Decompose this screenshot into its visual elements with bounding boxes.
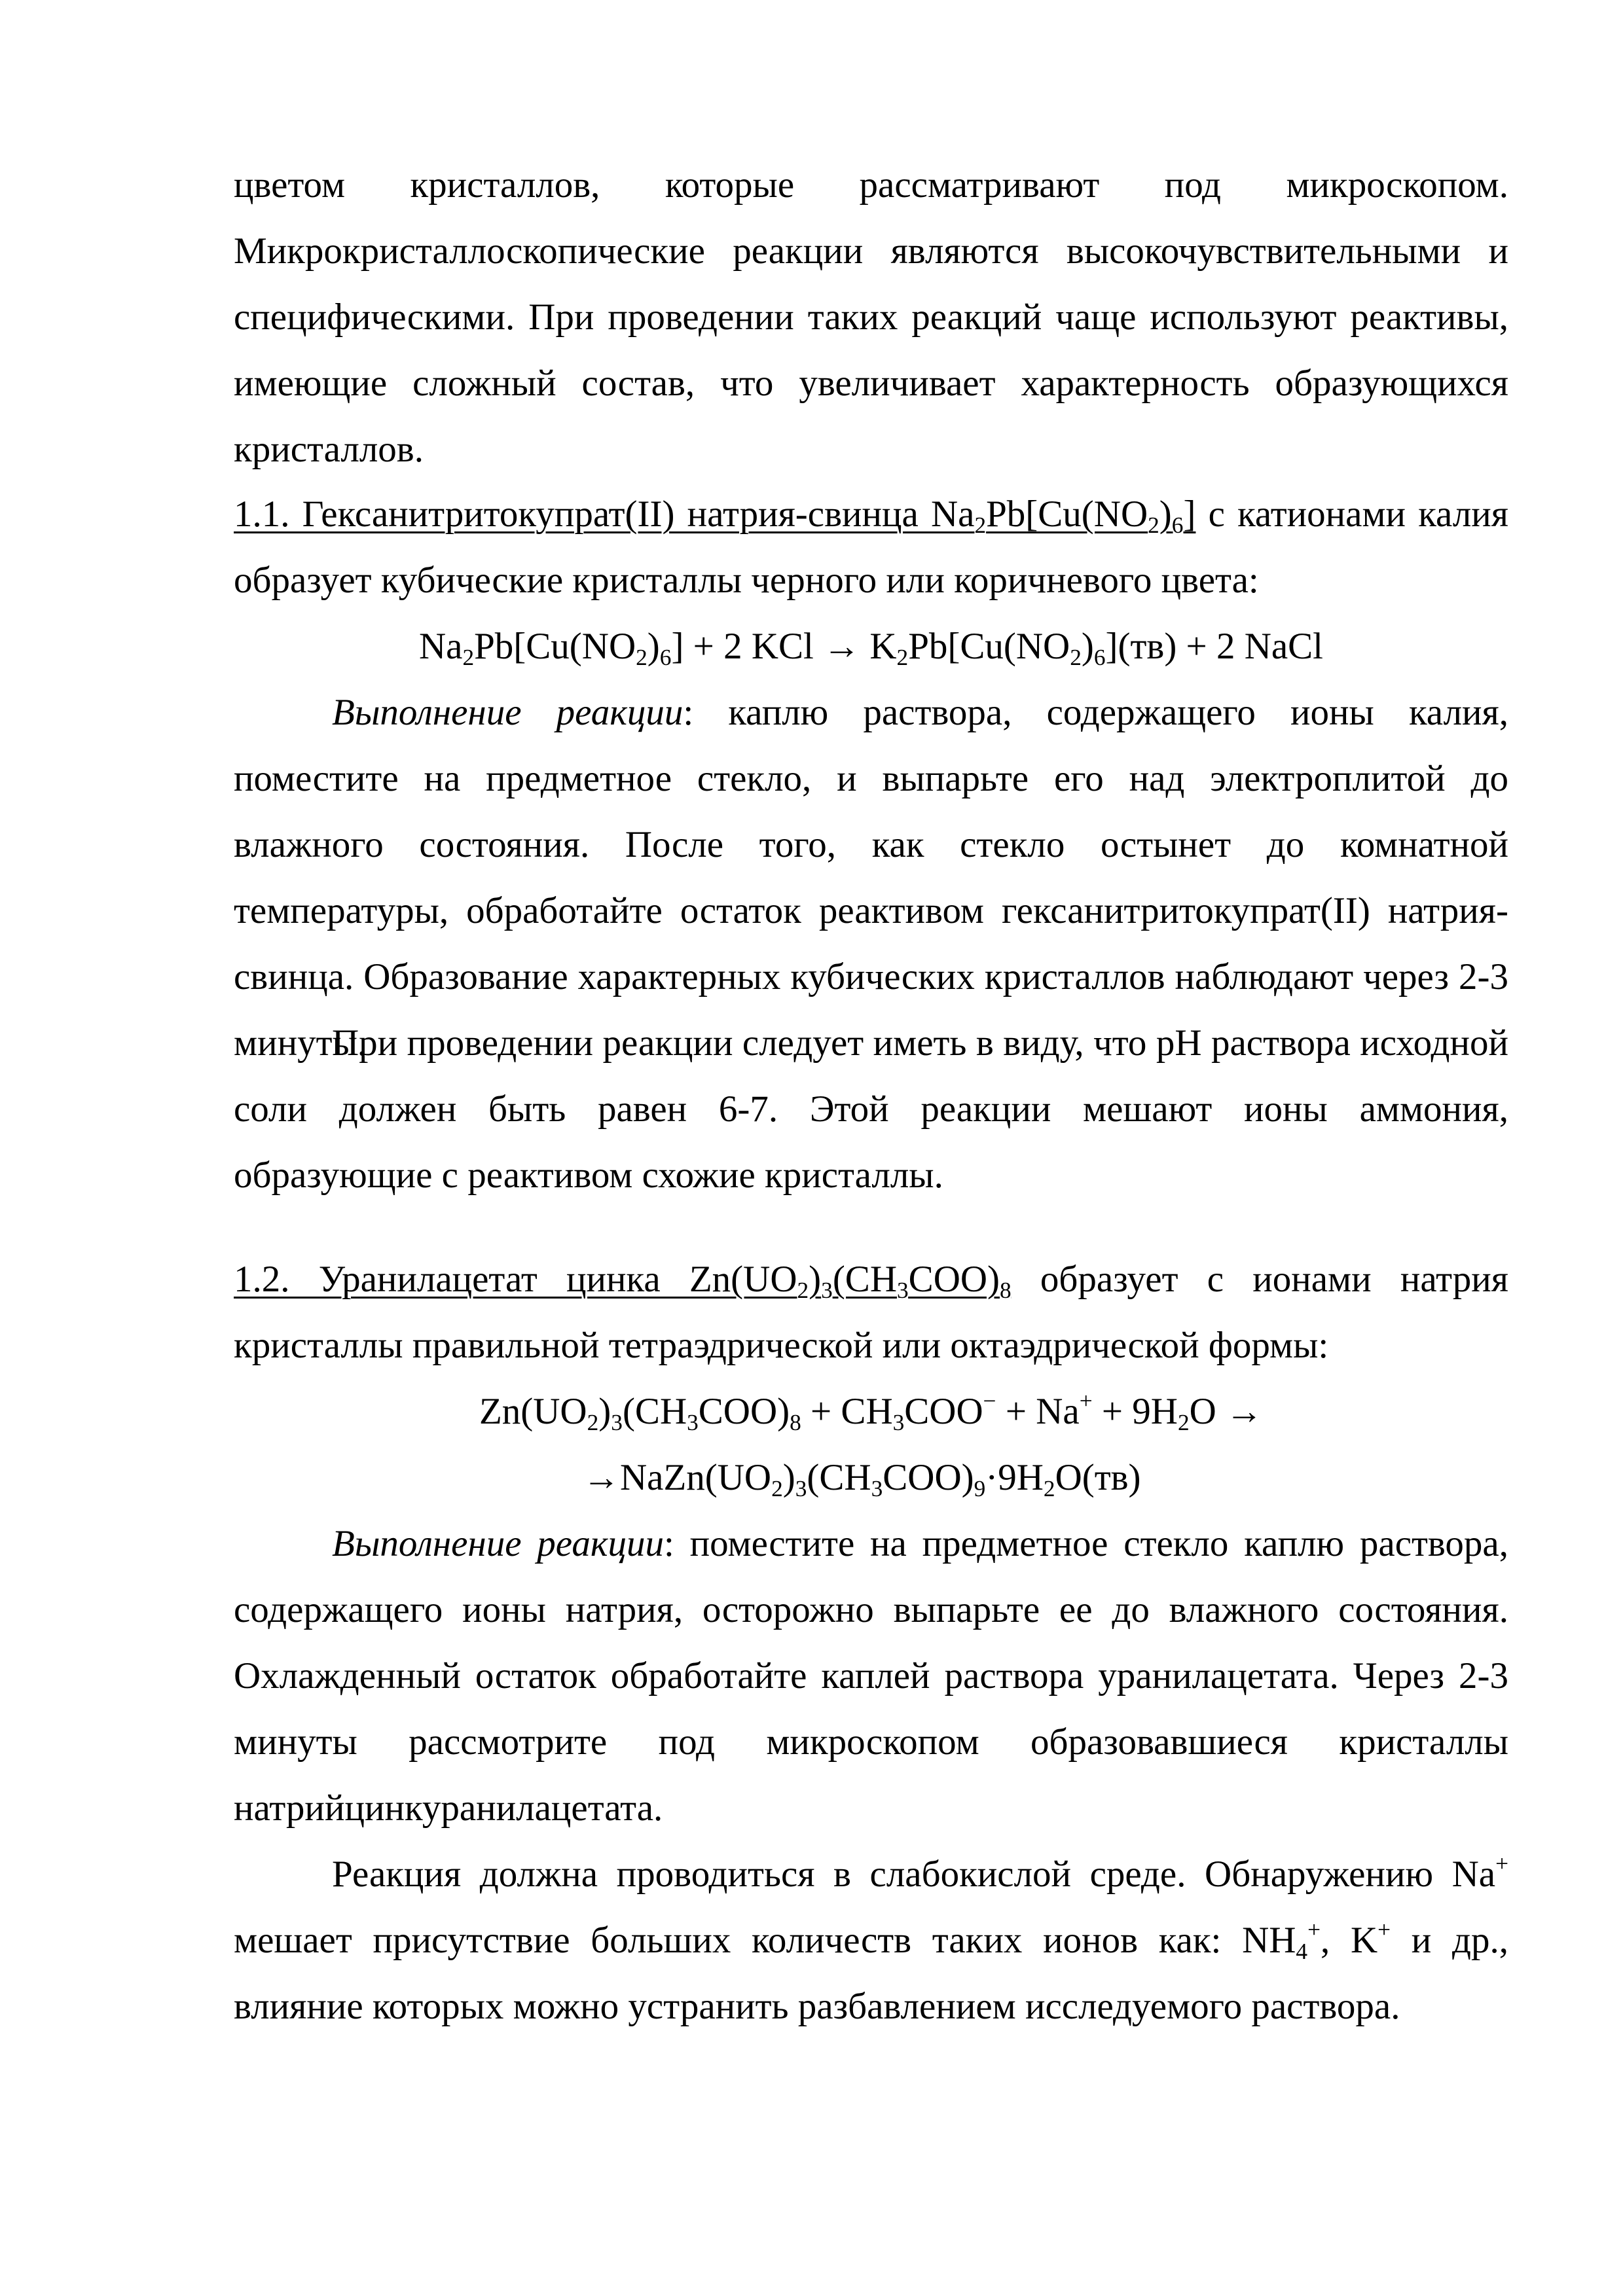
section-1-2-note: Реакция должна проводиться в слабокислой среде. Обнаружению Na+ мешает присутствие больших количеств таких ионов как: $NH_4^+$, K+ и др., влияние которых можно устранить разбавлением исследуемого раствора. bbox=[234, 1851, 1508, 2027]
section-1-2-heading: 1.2. Уранилацетат цинка $Zn(UO_2)_3(CH_3COO)_8$ bbox=[234, 1259, 1012, 1303]
section-1-1-paragraph bbox=[234, 481, 1508, 613]
procedure-label: Выполнение реакции bbox=[332, 692, 684, 733]
section-1-2-equation-line-2: $\to NaZn(UO_2)_3(CH_3COO)_9\cdot 9H_2O(тв)$ bbox=[583, 1457, 1141, 1501]
section-1-2-intro-text: образует с ионами натрия кристаллы правильной тетраэдрической или октаэдрической формы: bbox=[234, 1259, 1508, 1366]
section-1-2-paragraph bbox=[234, 1246, 1508, 1378]
intro-paragraph bbox=[234, 152, 1508, 482]
section-1-1-equation: $Na_2Pb[Cu(NO_2)_6] + 2$ KCl → $K_2Pb[Cu(NO_2)_6](тв) + 2$ NaCl bbox=[418, 626, 1324, 670]
procedure-label: Выполнение реакции bbox=[332, 1523, 665, 1564]
intro-text: цветом кристаллов, которые рассматривают под микроскопом. Микрокристаллоскопические реакции являются высокочувствительными и специфическими. При проведении таких реакций чаще используют реактивы, имеющие сложный состав, что увеличивает характерность образующихся кристаллов. bbox=[234, 164, 1508, 470]
section-1-1-intro-text: с катионами калия образует кубические кристаллы черного или коричневого цвета: bbox=[234, 493, 1508, 601]
section-1-2-procedure bbox=[234, 1511, 1508, 1841]
section-1-1-heading: 1.1. Гексанитритокупрат(II) натрия-свинца $Na_2Pb[Cu(NO_2)_6]$ bbox=[234, 493, 1196, 538]
section-1-1-note: При проведении реакции следует иметь в виду, что рН раствора исходной соли должен быть равен 6-7. Этой реакции мешают ионы аммония, образующие с реактивом схожие кристаллы. bbox=[234, 1022, 1508, 1196]
procedure-text: : каплю раствора, содержащего ионы калия, поместите на предметное стекло, и выпарьте его над электроплитой до влажного состояния. После того, как стекло остынет до комнатной температуры, обработайте остаток реактивом гексанитритокупрат(II) натрия-свинца. Образование характерных кубических кристаллов наблюдают через 2-3 минуты. bbox=[234, 692, 1508, 1064]
section-1-2-equation-line-1: $Zn(UO_2)_3(CH_3COO)_8 + CH_3COO^- + Na^+ + 9H_2O$ → bbox=[479, 1388, 1264, 1435]
procedure-text: : поместите на предметное стекло каплю раствора, содержащего ионы натрия, осторожно выпарьте ее до влажного состояния. Охлажденный остаток обработайте каплей раствора уранилацетата. Через 2-3 минуты рассмотрите под микроскопом образовавшиеся кристаллы натрийцинкуранилацетата. bbox=[234, 1523, 1508, 1829]
